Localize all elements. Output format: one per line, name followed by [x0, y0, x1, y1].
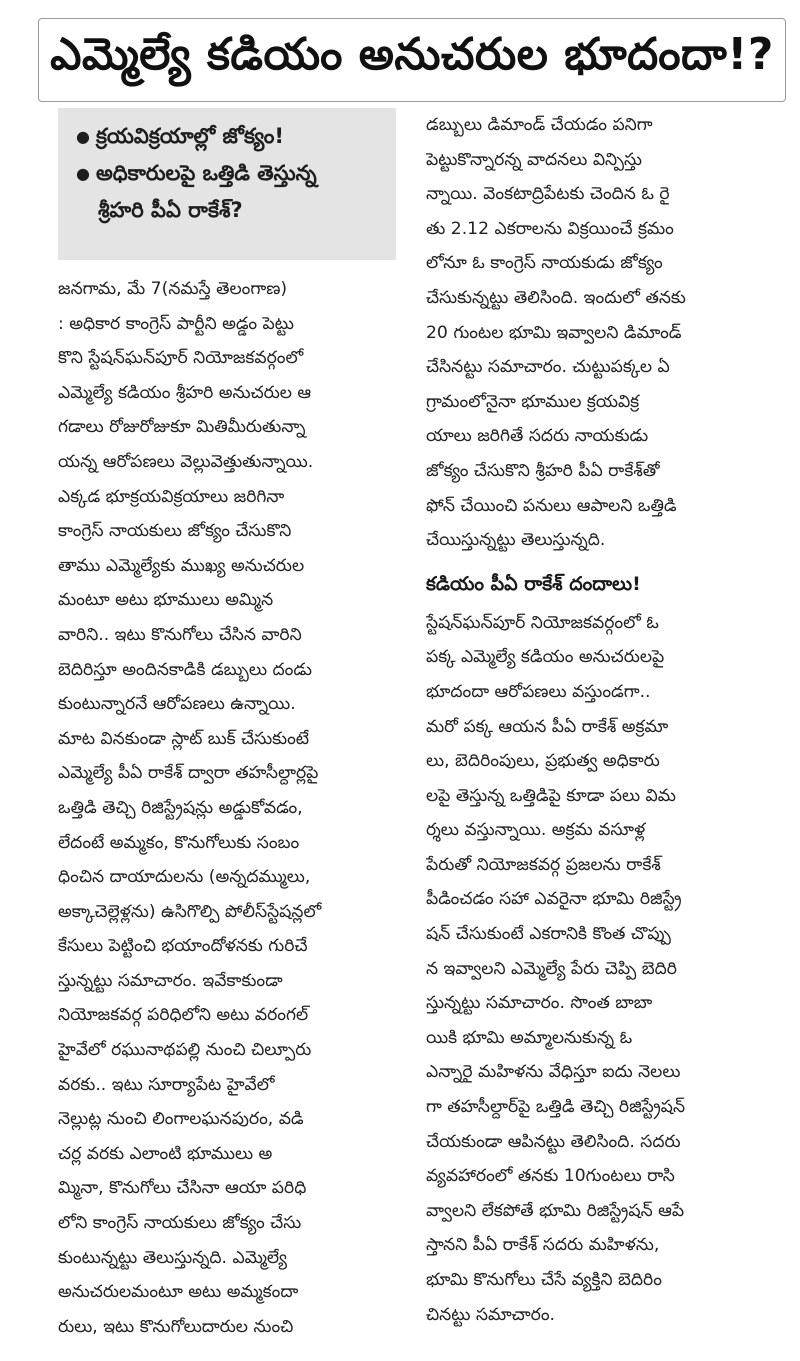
body-line: పక్క ఎమ్మెల్యే కడియం అనుచరులపై — [426, 647, 665, 668]
body-line: ర్శలు వస్తున్నాయి. అక్రమ వసూళ్ల — [426, 820, 646, 841]
body-line: చేసుకున్నట్టు తెలిసింది. ఇందులో తనకు — [426, 287, 686, 308]
headline: ఎమ్మెల్యే కడియం అనుచరుల భూదందా!? — [50, 29, 774, 80]
body-line: గ్రామంలోనైనా భూముల క్రయవిక్ర — [426, 391, 640, 412]
body-line: యాలు జరిగితే సదరు నాయకుడు — [426, 426, 649, 447]
body-line: స్తున్నట్టు సమాచారం. ఇవేకాకుండా — [58, 970, 283, 991]
body-line: చేయకుండా ఆపినట్టు తెలిసింది. సదరు — [426, 1131, 681, 1152]
body-line: నెల్లుట్ల నుంచి లింగాలఘనపురం, వడి — [58, 1109, 304, 1130]
body-line: ఎక్కడ భూక్రయవిక్రయాలు జరిగినా — [58, 486, 285, 507]
bullet-icon: ● — [76, 164, 90, 183]
body-line: నియోజకవర్గ పరిధిలోని అటు వరంగల్‌ — [58, 1005, 309, 1026]
body-line: పీడించడం సహా ఎవరైనా భూమి రిజిస్ట్రే — [426, 889, 682, 910]
left-body-text — [58, 272, 396, 1344]
body-line: వరకు.. ఇటు సూర్యాపేట హైవేలో — [58, 1074, 275, 1095]
body-line: అక్కాచెల్లెళ్లను) ఉసిగొల్పి పోలీస్‌స్టేషన్లలో — [58, 901, 322, 922]
body-line: షన్‌ చేసుకుంటే ఎకరానికి కొంత చొప్పు — [426, 924, 671, 945]
body-line: భూదందా ఆరోపణలు వస్తుండగా.. — [426, 681, 651, 702]
body-line: స్టేషన్‌ఘన్‌పూర్‌ నియోజకవర్గంలో ఓ — [426, 612, 659, 633]
body-line: లు, బెదిరింపులు, ప్రభుత్వ అధికారు — [426, 751, 660, 772]
body-line: ఎన్నారై మహిళను వేధిస్తూ ఐదు నెలలు — [426, 1062, 681, 1083]
body-line: భూమి కొనుగోలు చేసే వ్యక్తిని బెదిరిం — [426, 1270, 662, 1290]
body-line: న ఇవ్వాలని ఎమ్మెల్యే పేరు చెప్పి బెదిరి — [426, 958, 677, 979]
bullet-icon: ● — [76, 127, 90, 146]
body-line: రులు, ఇటు కొనుగోలుదారుల నుంచి — [58, 1316, 294, 1337]
body-line: తు 2.12 ఎకరాలను విక్రయించే క్రమం — [426, 218, 674, 239]
body-line: ఫోన్‌ చేయించి పనులు ఆపాలని ఒత్తిడి — [426, 495, 677, 516]
body-line: గడాలు రోజురోజుకూ మితిమీరుతున్నా — [58, 417, 306, 438]
body-line: వ్యవహారంలో తనకు 10గుంటలు రాసి — [426, 1166, 675, 1187]
body-line: కొని స్టేషన్‌ఘన్‌పూర్‌ నియోజకవర్గంలో — [58, 348, 304, 369]
body-line: : అధికార కాంగ్రెస్‌ పార్టీని అడ్డం పెట్టు — [58, 313, 294, 334]
body-line: లపై తెస్తున్న ఒత్తిడిపై కూడా పలు విమ — [426, 785, 676, 806]
body-line: జనగామ, మే 7(నమస్తే తెలంగాణ) — [58, 279, 288, 299]
body-line: పేరుతో నియోజకవర్గ ప్రజలను రాకేశ్‌ — [426, 854, 661, 875]
kicker-item: ● క్రయవిక్రయాల్లో జోక్యం! — [76, 124, 284, 148]
body-line: న్నాయి. వెంకటాద్రిపేటకు చెందిన ఓ రై — [426, 184, 670, 205]
body-line: స్తున్నట్టు సమాచారం. సొంత బాబా — [426, 993, 653, 1014]
body-line: కాంగ్రెస్‌ నాయకులు జోక్యం చేసుకొని — [58, 521, 292, 542]
left-column — [58, 108, 396, 1344]
body-line: తాము ఎమ్మెల్యేకు ముఖ్య అనుచరుల — [58, 555, 305, 576]
right-body-text-2 — [426, 606, 776, 1332]
body-line: బెదిరిస్తూ అందినకాడికి డబ్బులు దండు — [58, 659, 312, 680]
body-line: యికి భూమి అమ్మాలనుకున్న ఓ — [426, 1027, 633, 1048]
body-line: వ్వాలని లేకపోతే భూమి రిజిస్ట్రేషన్‌ ఆపే — [426, 1200, 685, 1221]
body-line: యన్న ఆరోపణలు వెల్లువెత్తుతున్నాయి. — [58, 451, 314, 472]
body-line: కుంటున్నారనే ఆరోపణలు ఉన్నాయి. — [58, 694, 296, 715]
body-line: ఎమ్మెల్యే పీఏ రాకేశ్‌ ద్వారా తహసీల్దార్లపై — [58, 763, 319, 784]
body-line: చినట్టు సమాచారం. — [426, 1304, 556, 1325]
subheading: కడియం పీఏ రాకేశ్‌ దందాలు! — [426, 572, 641, 595]
body-line: చర్ల వరకు ఎలాంటి భూములు అ — [58, 1143, 273, 1164]
body-line: ధించిన దాయాదులను (అన్నదమ్ములు, — [58, 867, 311, 888]
body-line: 20 గుంటల భూమి ఇవ్వాలని డిమాండ్‌ — [426, 322, 682, 343]
body-line: మరో పక్క ఆయన పీఏ రాకేశ్‌ అక్రమా — [426, 716, 669, 737]
body-line: అనుచరులమంటూ అటు అమ్మకందా — [58, 1282, 299, 1303]
body-line: స్తానని పీఏ రాకేశ్‌ సదరు మహిళను, — [426, 1235, 660, 1256]
body-line: కేసులు పెట్టించి భయాందోళనకు గురిచే — [58, 936, 308, 957]
body-line: పెట్టుకొన్నారన్న వాదనలు విన్పిస్తు — [426, 149, 643, 170]
body-line: లోని కాంగ్రెస్‌ నాయకులు జోక్యం చేసు — [58, 1213, 302, 1234]
right-column — [426, 108, 776, 1332]
body-line: చేసినట్టు సమాచారం. చుట్టుపక్కల ఏ — [426, 357, 670, 378]
body-line: చేయిస్తున్నట్టు తెలుస్తున్నది. — [426, 530, 606, 551]
kicker-item: శ్రీహరి పీఏ రాకేశ్‌? — [98, 198, 243, 222]
body-line: మ్మినా, కొనుగోలు చేసినా ఆయా పరిధి — [58, 1178, 307, 1199]
body-line: ఎమ్మెల్యే కడియం శ్రీహరి అనుచరుల ఆ — [58, 382, 312, 403]
body-line: వారిని.. ఇటు కొనుగోలు చేసిన వారిని — [58, 624, 302, 645]
kicker-item: ● అధికారులపై ఒత్తిడి తెస్తున్న — [76, 161, 317, 185]
right-body-text-1 — [426, 108, 776, 558]
body-line: లోనూ ఓ కాంగ్రెస్‌ నాయకుడు జోక్యం — [426, 253, 663, 274]
body-line: మాట వినకుండా స్లాట్‌ బుక్‌ చేసుకుంటే — [58, 728, 310, 749]
headline-box — [38, 18, 786, 102]
body-line: ఒత్తిడి తెచ్చి రిజిస్ట్రేషన్లు అడ్డుకోవడం, — [58, 797, 303, 818]
body-line: డబ్బులు డిమాండ్‌ చేయడం పనిగా — [426, 115, 653, 135]
body-line: గా తహసీల్దార్‌పై ఒత్తిడి తెచ్చి రిజిస్ట్రేషన్‌ — [426, 1097, 686, 1118]
body-line: కుంటున్నట్టు తెలుస్తున్నది. ఎమ్మెల్యే — [58, 1247, 287, 1268]
body-line: జోక్యం చేసుకొని శ్రీహరి పీఏ రాకేశ్‌తో — [426, 460, 660, 481]
kicker-box — [58, 108, 396, 260]
body-line: లేదంటే అమ్మకం, కొనుగోలుకు సంబం — [58, 832, 300, 853]
body-line: హైవేలో రఘునాథపల్లి నుంచి చిల్పూరు — [58, 1040, 312, 1061]
body-line: మంటూ అటు భూములు అమ్మిన — [58, 590, 274, 611]
